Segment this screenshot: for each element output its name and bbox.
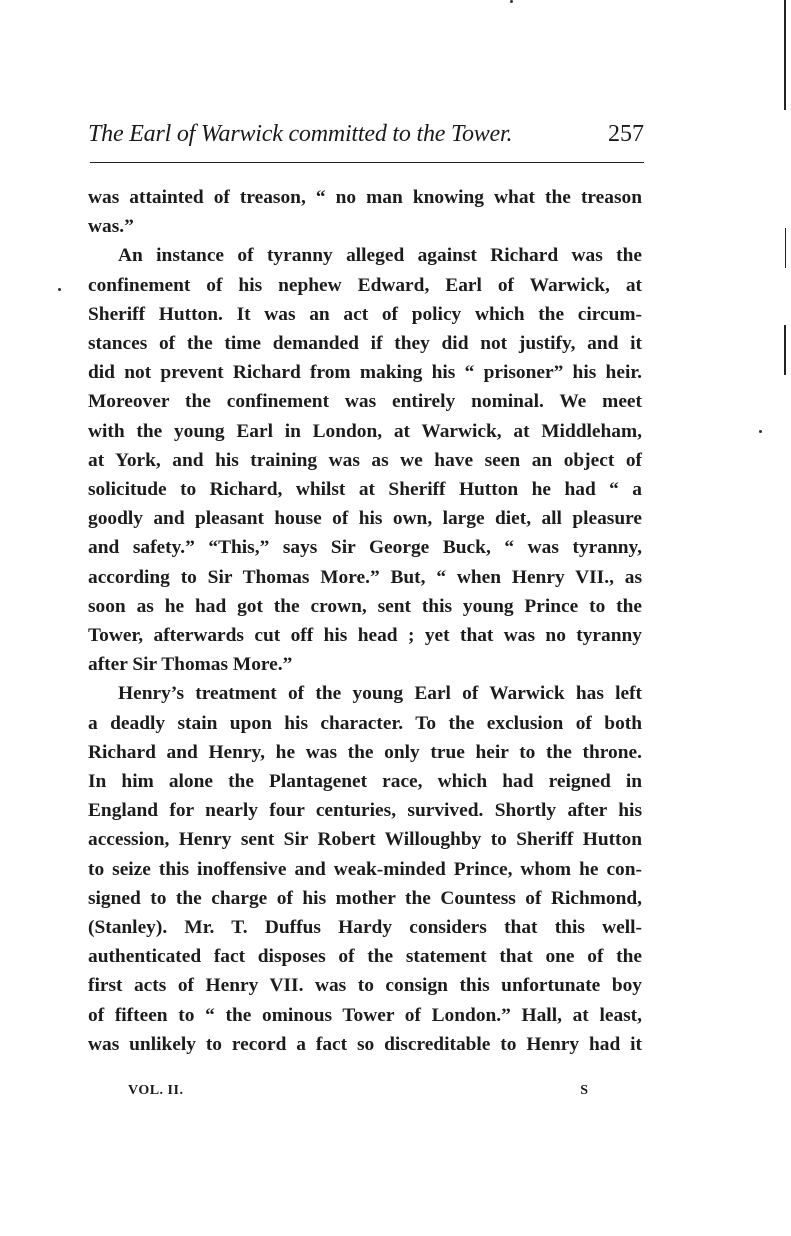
text-line: according to Sir Thomas More.” But, “ when Henry VII., as	[88, 566, 642, 588]
text-line: stances of the time demanded if they did not justify, and it	[88, 333, 642, 355]
text-line: first acts of Henry VII. was to consign this unfortunate boy	[88, 975, 642, 997]
scan-speck	[510, 0, 513, 3]
text-line: at York, and his training was as we have seen an object of	[88, 449, 642, 471]
scan-speck	[58, 288, 61, 291]
text-line: Richard and Henry, he was the only true heir to the throne.	[88, 741, 642, 763]
text-line: authenticated fact disposes of the statement that one of the	[88, 946, 642, 968]
signature-volume: VOL. II.	[128, 1083, 184, 1098]
text-line: Moreover the confinement was entirely nominal. We meet	[88, 391, 642, 413]
text-line: of fifteen to “ the ominous Tower of London.” Hall, at least,	[88, 1004, 642, 1026]
text-line: signed to the charge of his mother the Countess of Richmond,	[88, 887, 642, 909]
text-line: accession, Henry sent Sir Robert Willoughby to Sheriff Hutton	[88, 829, 642, 851]
text-line: a deadly stain upon his character. To the exclusion of both	[88, 712, 642, 734]
text-line: Sheriff Hutton. It was an act of policy which the circum-	[88, 303, 642, 325]
text-line: to seize this inoffensive and weak-minded Prince, whom he con-	[88, 858, 642, 880]
text-line: was.”	[88, 216, 134, 238]
paragraph-first-line: An instance of tyranny alleged against Richard was the	[118, 245, 642, 267]
text-line: solicitude to Richard, whilst at Sheriff Hutton he had “ a	[88, 479, 642, 501]
text-line: did not prevent Richard from making his “ prisoner” his heir.	[88, 362, 642, 384]
text-line: with the young Earl in London, at Warwick, at Middleham,	[88, 420, 642, 442]
text-line: after Sir Thomas More.”	[88, 654, 293, 676]
text-line: England for nearly four centuries, survived. Shortly after his	[88, 800, 642, 822]
text-line: was unlikely to record a fact so discreditable to Henry had it	[88, 1033, 642, 1055]
scan-edge-line	[784, 0, 786, 110]
text-line: confinement of his nephew Edward, Earl of Warwick, at	[88, 274, 642, 296]
text-line: was attainted of treason, “ no man knowing what the treason	[88, 187, 642, 208]
running-title: The Earl of Warwick committed to the Tower.	[88, 121, 513, 147]
header-rule	[90, 162, 644, 163]
page-footer	[128, 1083, 588, 1107]
text-line: Tower, afterwards cut off his head ; yet that was no tyranny	[88, 625, 642, 647]
text-line: goodly and pleasant house of his own, large diet, all pleasure	[88, 508, 642, 530]
scan-speck	[759, 430, 762, 433]
scan-edge-line	[784, 325, 786, 375]
paragraph-first-line: Henry’s treatment of the young Earl of Warwick has left	[118, 683, 642, 705]
text-line: (Stanley). Mr. T. Duffus Hardy considers that this well-	[88, 917, 642, 939]
signature-mark: S	[580, 1083, 588, 1098]
text-line: In him alone the Plantagenet race, which had reigned in	[88, 771, 642, 793]
text-line: and safety.” “This,” says Sir George Buck, “ was tyranny,	[88, 537, 642, 559]
text-line: soon as he had got the crown, sent this young Prince to the	[88, 595, 642, 617]
page-header	[88, 118, 644, 154]
body-text	[88, 183, 642, 1059]
scan-edge-line	[785, 228, 786, 268]
page-number: 257	[608, 121, 644, 147]
